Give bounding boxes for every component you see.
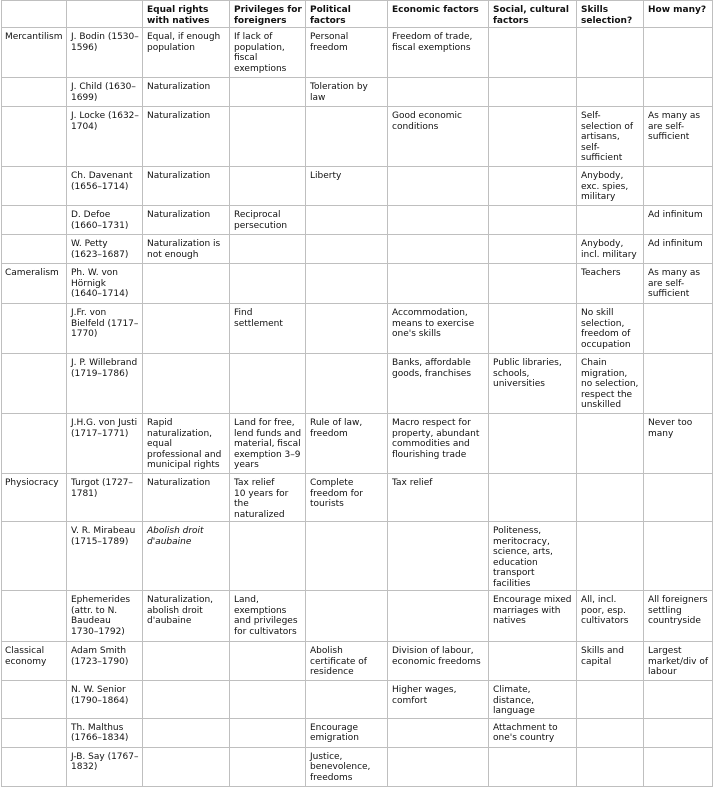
- author-cell: Turgot (1727–1781): [67, 474, 143, 522]
- privileges-cell: [230, 681, 306, 719]
- author-cell: Ephemerides (attr. to N. Baudeau 1730–1792): [67, 591, 143, 642]
- political-cell: [306, 264, 388, 304]
- category-cell: [2, 304, 67, 354]
- how-many-cell: [644, 354, 713, 414]
- skills-cell: Chain migration, no selection, respect the unskilled: [577, 354, 644, 414]
- category-cell: [2, 718, 67, 747]
- table-row: [2, 206, 713, 235]
- header-category: [2, 1, 67, 28]
- political-cell: Complete freedom for tourists: [306, 474, 388, 522]
- how-many-cell: As many as are self-sufficient: [644, 264, 713, 304]
- privileges-cell: [230, 642, 306, 681]
- equal-rights-cell: [143, 718, 230, 747]
- author-cell: J. Child (1630–1699): [67, 78, 143, 107]
- how-many-cell: Largest market/div of labour: [644, 642, 713, 681]
- privileges-cell: Land for free, lend funds and material, fiscal exemption 3–9 years: [230, 414, 306, 474]
- how-many-cell: [644, 681, 713, 719]
- equal-rights-cell: Abolish droit d'aubaine: [143, 522, 230, 591]
- author-cell: Th. Malthus (1766–1834): [67, 718, 143, 747]
- privileges-cell: Reciprocal persecution: [230, 206, 306, 235]
- privileges-cell: [230, 167, 306, 206]
- skills-cell: [577, 206, 644, 235]
- privileges-cell: If lack of population, fiscal exemptions: [230, 28, 306, 78]
- political-cell: Personal freedom: [306, 28, 388, 78]
- how-many-cell: All foreigners settling countryside: [644, 591, 713, 642]
- political-cell: [306, 354, 388, 414]
- author-cell: Adam Smith (1723–1790): [67, 642, 143, 681]
- author-cell: D. Defoe (1660–1731): [67, 206, 143, 235]
- social-cell: [489, 167, 577, 206]
- economic-cell: Banks, affordable goods, franchises: [388, 354, 489, 414]
- category-cell: [2, 747, 67, 786]
- equal-rights-cell: Naturalization: [143, 167, 230, 206]
- header-how-many: How many?: [644, 1, 713, 28]
- privileges-cell: Find settlement: [230, 304, 306, 354]
- economic-cell: [388, 747, 489, 786]
- table-row: [2, 522, 713, 591]
- header-author: [67, 1, 143, 28]
- how-many-cell: [644, 304, 713, 354]
- political-cell: [306, 107, 388, 167]
- privileges-cell: [230, 78, 306, 107]
- author-cell: V. R. Mirabeau (1715–1789): [67, 522, 143, 591]
- how-many-cell: [644, 167, 713, 206]
- economic-cell: [388, 167, 489, 206]
- social-cell: Attachment to one's country: [489, 718, 577, 747]
- privileges-cell: [230, 107, 306, 167]
- table-row: [2, 474, 713, 522]
- political-cell: Rule of law, freedom: [306, 414, 388, 474]
- privileges-cell: Land, exemptions and privileges for cultivators: [230, 591, 306, 642]
- table-row: [2, 78, 713, 107]
- table-row: [2, 28, 713, 78]
- economic-cell: Accommodation, means to exercise one's skills: [388, 304, 489, 354]
- category-cell: [2, 167, 67, 206]
- how-many-cell: Ad infinitum: [644, 235, 713, 264]
- privileges-text: Tax relief 10 years for the naturalized: [234, 478, 289, 520]
- equal-rights-cell: [143, 642, 230, 681]
- equal-rights-cell: Naturalization, abolish droit d'aubaine: [143, 591, 230, 642]
- political-cell: Encourage emigration: [306, 718, 388, 747]
- skills-cell: Skills and capital: [577, 642, 644, 681]
- economic-cell: [388, 206, 489, 235]
- category-cell: [2, 354, 67, 414]
- social-cell: [489, 474, 577, 522]
- economic-cell: [388, 718, 489, 747]
- author-cell: J.Fr. von Bielfeld (1717–1770): [67, 304, 143, 354]
- author-cell: Ch. Davenant (1656–1714): [67, 167, 143, 206]
- political-cell: [306, 681, 388, 719]
- table-row: [2, 642, 713, 681]
- author-cell: J.H.G. von Justi (1717–1771): [67, 414, 143, 474]
- how-many-cell: [644, 718, 713, 747]
- economic-cell: Macro respect for property, abundant commodities and flourishing trade: [388, 414, 489, 474]
- privileges-cell: [230, 522, 306, 591]
- table-row: [2, 304, 713, 354]
- table-row: [2, 591, 713, 642]
- header-row: [2, 1, 713, 28]
- social-cell: [489, 642, 577, 681]
- social-cell: [489, 264, 577, 304]
- how-many-cell: [644, 28, 713, 78]
- privileges-cell: [230, 235, 306, 264]
- category-cell: [2, 591, 67, 642]
- table-row: [2, 414, 713, 474]
- header-skills: Skills selection?: [577, 1, 644, 28]
- skills-cell: [577, 28, 644, 78]
- table-row: [2, 264, 713, 304]
- privileges-cell: [230, 718, 306, 747]
- economic-cell: [388, 522, 489, 591]
- economic-cell: [388, 78, 489, 107]
- table-row: [2, 747, 713, 786]
- category-cell: Mercantilism: [2, 28, 67, 78]
- category-cell: Cameralism: [2, 264, 67, 304]
- category-cell: Physiocracy: [2, 474, 67, 522]
- skills-cell: [577, 78, 644, 107]
- skills-cell: Anybody, exc. spies, military: [577, 167, 644, 206]
- header-social: Social, cultural factors: [489, 1, 577, 28]
- equal-rights-cell: [143, 304, 230, 354]
- political-cell: [306, 522, 388, 591]
- equal-rights-cell: Rapid naturalization, equal professional and municipal rights: [143, 414, 230, 474]
- economic-cell: Freedom of trade, fiscal exemptions: [388, 28, 489, 78]
- category-cell: [2, 107, 67, 167]
- privileges-cell: [230, 264, 306, 304]
- category-cell: [2, 78, 67, 107]
- migration-policy-table: [1, 0, 713, 787]
- author-cell: J. P. Willebrand (1719–1786): [67, 354, 143, 414]
- table-row: [2, 681, 713, 719]
- skills-cell: Anybody, incl. military: [577, 235, 644, 264]
- header-privileges: Privileges for foreigners: [230, 1, 306, 28]
- equal-rights-cell: [143, 264, 230, 304]
- social-cell: [489, 414, 577, 474]
- privileges-cell: [230, 354, 306, 414]
- table-row: [2, 354, 713, 414]
- category-cell: [2, 681, 67, 719]
- economic-cell: Division of labour, economic freedoms: [388, 642, 489, 681]
- political-cell: [306, 235, 388, 264]
- skills-cell: [577, 414, 644, 474]
- category-cell: [2, 235, 67, 264]
- equal-rights-cell: [143, 681, 230, 719]
- political-cell: Liberty: [306, 167, 388, 206]
- equal-rights-cell: [143, 354, 230, 414]
- privileges-cell: [230, 474, 306, 522]
- equal-rights-cell: Naturalization is not enough: [143, 235, 230, 264]
- equal-rights-cell: Equal, if enough population: [143, 28, 230, 78]
- social-cell: [489, 107, 577, 167]
- social-cell: [489, 78, 577, 107]
- social-cell: [489, 747, 577, 786]
- social-cell: Public libraries, schools, universities: [489, 354, 577, 414]
- political-cell: Justice, benevolence, freedoms: [306, 747, 388, 786]
- how-many-cell: Ad infinitum: [644, 206, 713, 235]
- table-row: [2, 235, 713, 264]
- political-cell: Abolish certificate of residence: [306, 642, 388, 681]
- how-many-cell: Never too many: [644, 414, 713, 474]
- equal-rights-cell: [143, 747, 230, 786]
- economic-cell: Tax relief: [388, 474, 489, 522]
- how-many-cell: [644, 747, 713, 786]
- political-cell: Toleration by law: [306, 78, 388, 107]
- social-cell: [489, 304, 577, 354]
- category-cell: Classical economy: [2, 642, 67, 681]
- how-many-cell: [644, 78, 713, 107]
- equal-rights-cell: Naturalization: [143, 474, 230, 522]
- author-cell: J. Locke (1632–1704): [67, 107, 143, 167]
- how-many-cell: [644, 522, 713, 591]
- political-cell: [306, 206, 388, 235]
- equal-rights-cell: Naturalization: [143, 206, 230, 235]
- skills-cell: Teachers: [577, 264, 644, 304]
- author-cell: J-B. Say (1767–1832): [67, 747, 143, 786]
- economic-cell: [388, 591, 489, 642]
- social-cell: [489, 235, 577, 264]
- table-row: [2, 107, 713, 167]
- economic-cell: Higher wages, comfort: [388, 681, 489, 719]
- skills-cell: [577, 747, 644, 786]
- author-cell: W. Petty (1623–1687): [67, 235, 143, 264]
- category-cell: [2, 522, 67, 591]
- header-equal-rights: Equal rights with natives: [143, 1, 230, 28]
- privileges-cell: [230, 747, 306, 786]
- social-cell: Encourage mixed marriages with natives: [489, 591, 577, 642]
- social-cell: Climate, distance, language: [489, 681, 577, 719]
- author-cell: Ph. W. von Hörnigk (1640–1714): [67, 264, 143, 304]
- table-row: [2, 167, 713, 206]
- how-many-cell: [644, 474, 713, 522]
- skills-cell: [577, 681, 644, 719]
- social-cell: [489, 28, 577, 78]
- skills-cell: [577, 474, 644, 522]
- skills-cell: [577, 522, 644, 591]
- category-cell: [2, 206, 67, 235]
- equal-rights-cell: Naturalization: [143, 107, 230, 167]
- economic-cell: [388, 264, 489, 304]
- header-economic: Economic factors: [388, 1, 489, 28]
- skills-cell: No skill selection, freedom of occupation: [577, 304, 644, 354]
- political-cell: [306, 304, 388, 354]
- social-cell: [489, 206, 577, 235]
- political-cell: [306, 591, 388, 642]
- category-cell: [2, 414, 67, 474]
- equal-rights-cell: Naturalization: [143, 78, 230, 107]
- skills-cell: Self-selection of artisans, self-sufficient: [577, 107, 644, 167]
- skills-cell: [577, 718, 644, 747]
- skills-cell: All, incl. poor, esp. cultivators: [577, 591, 644, 642]
- social-cell: Politeness, meritocracy, science, arts, education transport facilities: [489, 522, 577, 591]
- table-row: [2, 718, 713, 747]
- how-many-cell: As many as are self-sufficient: [644, 107, 713, 167]
- header-political: Political factors: [306, 1, 388, 28]
- economic-cell: Good economic conditions: [388, 107, 489, 167]
- author-cell: J. Bodin (1530–1596): [67, 28, 143, 78]
- author-cell: N. W. Senior (1790–1864): [67, 681, 143, 719]
- economic-cell: [388, 235, 489, 264]
